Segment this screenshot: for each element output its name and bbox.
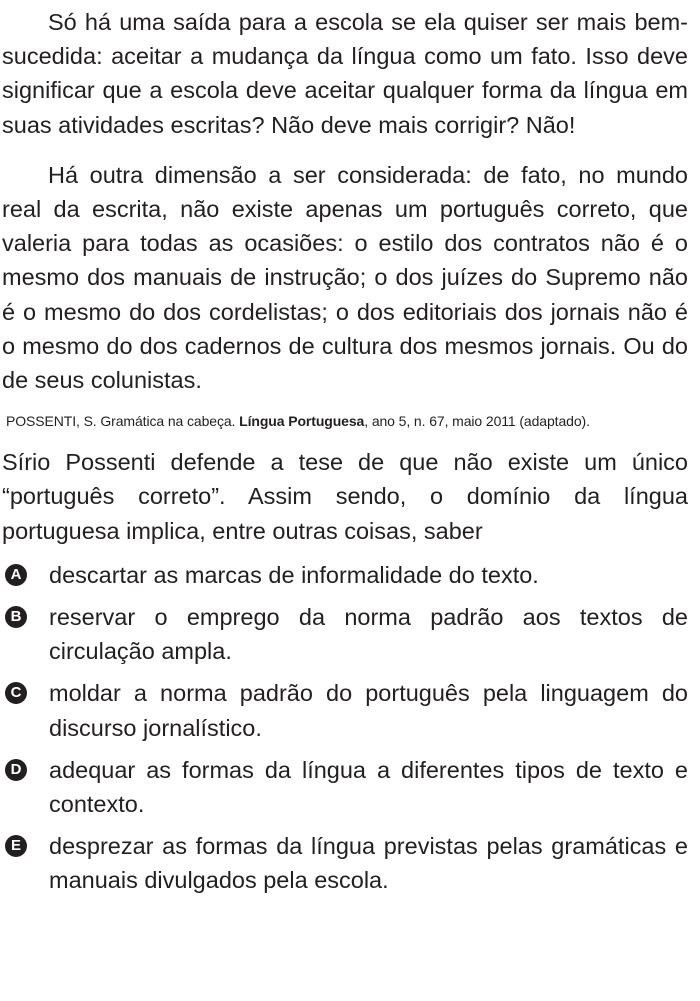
text-paragraph-1: Só há uma saída para a escola se ela quiser ser mais bem-sucedida: aceitar a mudança da língua como um fato. Isso deve significar que a escola deve aceitar qualquer forma da língua em suas atividades escritas? Não deve mais corrigir? Não! [2, 9, 688, 138]
answer-options [2, 558, 688, 898]
citation-publication: Língua Portuguesa [239, 413, 365, 430]
option-letter-badge: A [5, 564, 27, 586]
option-text: reservar o emprego da norma padrão aos textos de circulação ampla. [49, 604, 688, 665]
option-text: adequar as formas da língua a diferentes tipos de texto e contexto. [49, 756, 688, 818]
source-citation [6, 411, 688, 431]
option-letter-badge: E [5, 835, 27, 857]
option-letter-badge: D [5, 759, 27, 781]
citation-details: , ano 5, n. 67, maio 2011 (adaptado). [364, 413, 590, 430]
option-a[interactable] [2, 558, 688, 592]
option-letter-badge: C [5, 682, 27, 704]
option-c[interactable] [2, 676, 688, 744]
option-e[interactable] [2, 829, 688, 897]
option-b[interactable] [2, 600, 688, 668]
text-paragraph-2: Há outra dimensão a ser considerada: de fato, no mundo real da escrita, não existe apenas um português correto, que valeria para todas as ocasiões: o estilo dos contratos não é o mesmo dos manuais de instrução; o dos juízes do Supremo não é o mesmo do dos cordelistas; o dos editoriais dos jornais não é o mesmo do dos cadernos de cultura dos mesmos jornais. Ou do de seus colunistas. [2, 161, 688, 394]
option-text: descartar as marcas de informalidade do texto. [49, 561, 539, 588]
option-d[interactable] [2, 753, 688, 821]
option-text: moldar a norma padrão do português pela linguagem do discurso jornalístico. [49, 680, 688, 741]
option-text: desprezar as formas da língua previstas pelas gramáticas e manuais divulgados pela escola. [49, 833, 688, 894]
citation-author-title: POSSENTI, S. Gramática na cabeça. [6, 413, 240, 430]
option-letter-badge: B [5, 606, 27, 628]
question-stem: Sírio Possenti defende a tese de que não existe um único “português correto”. Assim sendo, o domínio da língua portuguesa implica, entre outras coisas, saber [2, 449, 688, 544]
